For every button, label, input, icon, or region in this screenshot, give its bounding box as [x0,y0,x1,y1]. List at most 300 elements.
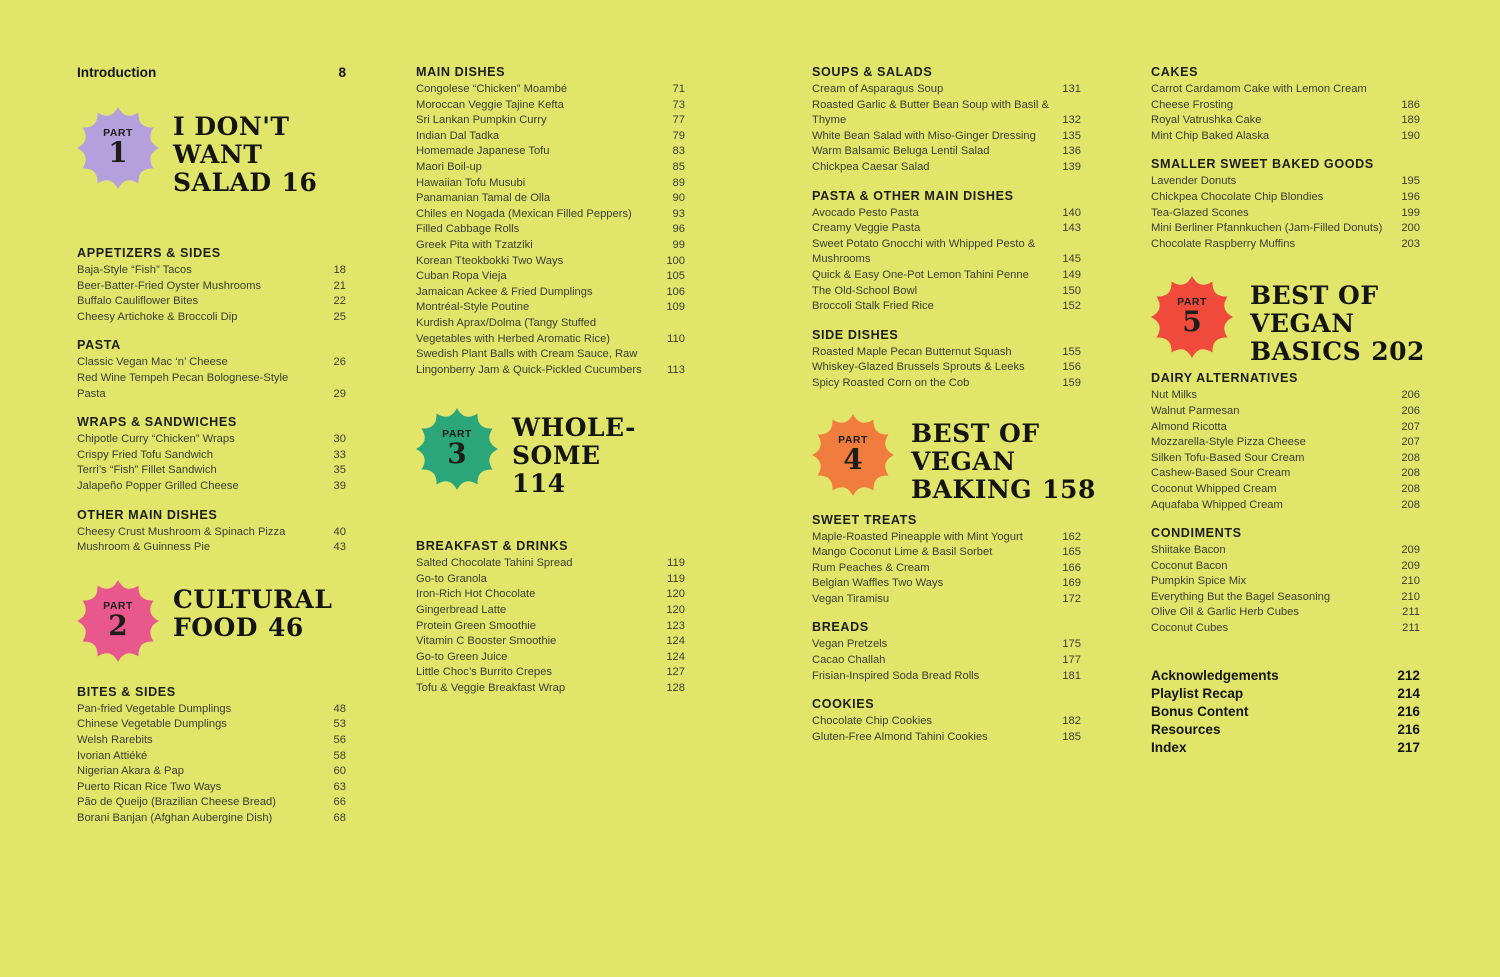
back-matter [1151,667,1420,758]
part-5-heading [1151,276,1425,367]
entry-title: Pumpkin Spice Mix [1151,575,1247,588]
toc-entry[interactable] [77,717,346,733]
toc-entry[interactable] [812,669,1081,685]
entry-title: Sweet Potato Gnocchi with Whipped Pesto & Mushrooms [812,237,1036,266]
part-4-badge [812,414,894,496]
toc-entry[interactable] [77,525,346,541]
part-number: 3 [447,437,467,471]
toc-entry[interactable] [77,279,346,295]
toc-entry[interactable] [812,714,1081,730]
entry-page: 33 [333,448,346,461]
entry-page: 211 [1402,622,1420,635]
part-5-page: 202 [1371,337,1425,367]
toc-entry[interactable] [1151,435,1420,451]
toc-entry[interactable] [77,263,346,279]
entry-title: Coconut Bacon [1151,559,1228,572]
entry-page: 120 [666,588,685,601]
section-bites [77,684,346,827]
toc-entry[interactable] [812,206,1081,222]
part-label: PART [838,433,868,446]
section-heading: DAIRY ALTERNATIVES [1151,371,1299,386]
entry-page: 190 [1401,129,1420,142]
section-heading: BREAKFAST & DRINKS [416,539,569,554]
toc-entry[interactable] [1151,466,1420,482]
toc-entry[interactable] [416,665,685,681]
part-4-heading [812,414,1096,504]
entry-page: 210 [1401,590,1420,603]
entry-title: Mango Coconut Lime & Basil Sorbet [812,546,993,559]
entry-title: Hawaiian Tofu Musubi [416,176,526,189]
entry-title: Whiskey-Glazed Brussels Sprouts & Leeks [812,361,1025,374]
toc-entry[interactable] [812,160,1081,176]
intro-page: 8 [338,65,346,80]
entry-page: 60 [333,765,346,778]
section-heading: OTHER MAIN DISHES [77,507,218,522]
toc-entry[interactable] [416,300,685,316]
toc-entry[interactable] [1151,543,1420,559]
entry-title: Protein Green Smoothie [416,619,537,632]
part-2-page: 46 [267,612,304,642]
toc-entry[interactable] [416,556,685,572]
entry-page: 139 [1062,160,1081,173]
entry-title: Royal Vatrushka Cake [1151,114,1262,127]
entry-page: 119 [667,557,685,570]
intro-entry [77,64,346,81]
section-soups [812,64,1081,176]
toc-entry[interactable] [77,733,346,749]
toc-entry[interactable] [416,269,685,285]
toc-entry[interactable] [812,592,1081,608]
toc-entry[interactable] [77,479,346,495]
toc-entry[interactable] [812,129,1081,145]
entry-title: Walnut Parmesan [1151,404,1240,417]
entry-title: Welsh Rarebits [77,733,153,746]
entry-title: Mushroom & Guinness Pie [77,541,211,554]
entry-title: Chocolate Chip Cookies [812,715,933,728]
entry-title: Acknowledgements [1151,667,1279,683]
entry-title: Mozzarella-Style Pizza Cheese [1151,436,1306,449]
entry-page: 208 [1401,467,1420,480]
intro-title: Introduction [77,65,157,80]
entry-title: Silken Tofu-Based Sour Cream [1151,451,1305,464]
toc-entry[interactable] [416,82,685,98]
toc-entry[interactable] [416,619,685,635]
entry-title: Aquafaba Whipped Cream [1151,498,1283,511]
entry-page: 105 [666,270,685,283]
entry-title: Frisian-Inspired Soda Bread Rolls [812,669,980,682]
toc-entry[interactable] [1151,82,1420,113]
entry-title: Jalapeño Popper Grilled Cheese [77,479,239,492]
entry-title: Rum Peaches & Cream [812,561,930,574]
entry-page: 175 [1062,638,1081,651]
entry-title: Beer-Batter-Fried Oyster Mushrooms [77,279,262,292]
toc-entry[interactable] [416,650,685,666]
toc-entry[interactable] [1151,559,1420,575]
entry-page: 85 [672,160,685,173]
entry-title: Carrot Cardamom Cake with Lemon Cream Cheese Frosting [1151,83,1367,111]
entry-title: Mint Chip Baked Alaska [1151,129,1270,142]
entry-title: Roasted Maple Pecan Butternut Squash [812,345,1012,358]
entry-title: Indian Dal Tadka [416,129,500,142]
back-matter-entry[interactable] [1151,739,1420,757]
entry-title: Jamaican Ackee & Fried Dumplings [416,285,593,298]
part-number: 1 [108,136,128,169]
part-number: 5 [1182,305,1202,339]
entry-page: 77 [672,114,685,127]
entry-page: 172 [1062,592,1081,605]
section-other-main [77,507,346,556]
toc-entry[interactable] [77,749,346,765]
toc-entry[interactable] [1151,174,1420,190]
toc-entry[interactable] [77,702,346,718]
entry-page: 96 [672,223,685,236]
toc-entry[interactable] [812,98,1081,129]
toc-entry[interactable] [416,207,685,223]
toc-entry[interactable] [77,811,346,827]
toc-entry[interactable] [77,310,346,326]
toc-entry[interactable] [812,360,1081,376]
entry-title: Playlist Recap [1151,685,1244,701]
entry-page: 206 [1401,389,1420,402]
toc-entry[interactable] [812,237,1081,268]
section-side-dishes [812,327,1081,392]
toc-entry[interactable] [416,316,685,347]
section-sweet-treats [812,512,1081,608]
entry-title: Everything But the Bagel Seasoning [1151,590,1331,603]
entry-page: 209 [1401,559,1420,572]
entry-page: 185 [1062,730,1081,743]
toc-entry[interactable] [77,355,346,371]
entry-page: 136 [1062,145,1081,158]
entry-title: Shiitake Bacon [1151,544,1226,557]
toc-entry[interactable] [416,129,685,145]
toc-entry[interactable] [1151,498,1420,514]
entry-title: Greek Pita with Tzatziki [416,238,533,251]
toc-entry[interactable] [77,463,346,479]
toc-entry[interactable] [416,587,685,603]
toc-entry[interactable] [77,294,346,310]
toc-entry[interactable] [77,448,346,464]
section-pasta-main [812,188,1081,315]
section-heading: SMALLER SWEET BAKED GOODS [1151,157,1374,172]
entry-page: 66 [333,796,346,809]
entry-title: Crispy Fried Tofu Sandwich [77,448,213,461]
section-heading: PASTA [77,338,121,353]
entry-title: Montréal-Style Poutine [416,301,530,314]
entry-page: 186 [1401,98,1420,111]
toc-entry[interactable] [1151,451,1420,467]
section-heading: COOKIES [812,697,875,712]
entry-page: 150 [1062,284,1081,297]
entry-title: Tea-Glazed Scones [1151,206,1249,219]
entry-title: Filled Cabbage Rolls [416,223,520,236]
entry-title: Korean Tteokbokki Two Ways [416,254,564,267]
entry-page: 208 [1401,482,1420,495]
entry-title: Coconut Whipped Cream [1151,482,1277,495]
toc-entry[interactable] [416,238,685,254]
toc-column-2 [416,64,685,697]
toc-entry[interactable] [416,634,685,650]
entry-page: 18 [333,264,346,276]
toc-entry[interactable] [77,432,346,448]
toc-entry[interactable] [1151,574,1420,590]
entry-title: Roasted Garlic & Butter Bean Soup with Basil & Thyme [812,98,1049,127]
section-heading: SOUPS & SALADS [812,65,933,79]
entry-title: Gluten-Free Almond Tahini Cookies [812,730,988,743]
entry-title: Chipotle Curry “Chicken” Wraps [77,433,235,446]
toc-entry[interactable] [416,603,685,619]
toc-entry[interactable] [812,299,1081,315]
section-heading: SIDE DISHES [812,327,899,342]
toc-entry[interactable] [416,160,685,176]
entry-page: 56 [333,733,346,746]
entry-page: 143 [1062,222,1081,235]
toc-entry[interactable] [812,637,1081,653]
entry-page: 203 [1401,237,1420,250]
toc-entry[interactable] [416,347,685,378]
entry-title: Lavender Donuts [1151,175,1237,188]
entry-page: 152 [1062,300,1081,313]
part-4-page: 158 [1042,474,1096,504]
entry-page: 71 [672,83,685,95]
toc-entry[interactable] [1151,420,1420,436]
toc-entry[interactable] [812,345,1081,361]
toc-column-4 [1151,64,1425,758]
toc-entry[interactable] [1151,206,1420,222]
toc-entry[interactable] [1151,237,1420,253]
toc-entry[interactable] [812,221,1081,237]
entry-title: Red Wine Tempeh Pecan Bolognese-Style Pasta [77,371,289,400]
toc-entry[interactable] [416,681,685,697]
entry-title: Coconut Cubes [1151,622,1229,635]
entry-page: 216 [1397,722,1420,738]
toc-entry[interactable] [1151,221,1420,237]
entry-page: 217 [1397,740,1420,756]
entry-page: 124 [666,635,685,648]
toc-entry[interactable] [416,222,685,238]
toc-entry[interactable] [1151,388,1420,404]
entry-title: Iron-Rich Hot Chocolate [416,588,536,601]
entry-page: 30 [333,433,346,446]
entry-title: Chickpea Caesar Salad [812,160,930,173]
toc-entry[interactable] [1151,605,1420,621]
entry-page: 132 [1062,114,1081,127]
toc-entry[interactable] [416,191,685,207]
toc-entry[interactable] [812,545,1081,561]
entry-page: 211 [1402,606,1420,619]
toc-entry[interactable] [1151,129,1420,145]
entry-title: Puerto Rican Rice Two Ways [77,780,222,793]
toc-entry[interactable] [77,540,346,556]
entry-page: 90 [672,192,685,205]
part-3-title: WHOLE- SOME 114 [512,413,636,499]
part-5-title: BEST OF VEGAN BASICS 202 [1250,281,1425,367]
section-breads [812,619,1081,684]
entry-page: 177 [1062,654,1081,667]
toc-entry[interactable] [77,764,346,780]
entry-page: 21 [333,279,346,292]
toc-entry[interactable] [812,284,1081,300]
toc-entry[interactable] [1151,621,1420,637]
toc-entry[interactable] [416,254,685,270]
entry-title: Cheesy Crust Mushroom & Spinach Pizza [77,525,286,538]
entry-title: Pan-fried Vegetable Dumplings [77,702,232,715]
toc-entry[interactable] [812,82,1081,98]
entry-page: 43 [333,541,346,554]
toc-entry[interactable] [416,113,685,129]
entry-title: Cream of Asparagus Soup [812,83,944,95]
entry-page: 162 [1062,530,1081,543]
part-5-badge [1151,276,1233,358]
entry-page: 210 [1401,575,1420,588]
entry-page: 124 [666,650,685,663]
toc-entry[interactable] [416,144,685,160]
entry-page: 169 [1062,577,1081,590]
entry-page: 79 [672,129,685,142]
section-heading: BREADS [812,620,869,635]
back-matter-entry[interactable] [1151,685,1420,703]
entry-page: 209 [1401,544,1420,557]
part-number: 2 [108,608,128,642]
toc-entry[interactable] [77,795,346,811]
section-smaller-sweet [1151,156,1420,252]
toc-entry[interactable] [812,268,1081,284]
entry-title: Chocolate Raspberry Muffins [1151,237,1296,250]
entry-title: Belgian Waffles Two Ways [812,577,944,590]
part-3-badge [416,408,498,490]
entry-title: Congolese “Chicken” Moambé [416,83,568,95]
entry-title: Borani Banjan (Afghan Aubergine Dish) [77,811,273,824]
toc-entry[interactable] [812,730,1081,746]
entry-title: Index [1151,740,1187,756]
toc-entry[interactable] [1151,190,1420,206]
entry-page: 68 [333,811,346,824]
entry-title: Cashew-Based Sour Cream [1151,467,1291,480]
entry-page: 199 [1401,206,1420,219]
entry-title: Baja-Style “Fish” Tacos [77,264,192,276]
toc-entry[interactable] [812,653,1081,669]
section-cakes [1151,64,1420,144]
part-1-heading [77,107,346,197]
entry-title: Gingerbread Latte [416,604,507,617]
entry-page: 113 [667,363,685,376]
entry-page: 35 [333,464,346,477]
section-breakfast [416,538,685,696]
entry-title: Bonus Content [1151,704,1249,720]
entry-title: Warm Balsamic Beluga Lentil Salad [812,145,990,158]
entry-title: Pão de Queijo (Brazilian Cheese Bread) [77,796,276,809]
entry-page: 135 [1062,129,1081,142]
toc-entry[interactable] [812,576,1081,592]
entry-title: Homemade Japanese Tofu [416,145,550,158]
toc-entry[interactable] [812,530,1081,546]
entry-page: 159 [1062,376,1081,389]
entry-page: 207 [1401,436,1420,449]
back-matter-entry[interactable] [1151,667,1420,685]
entry-title: Almond Ricotta [1151,420,1227,433]
back-matter-entry[interactable] [1151,703,1420,721]
section-heading: SWEET TREATS [812,512,917,527]
part-3-heading [416,408,685,499]
entry-page: 156 [1062,361,1081,374]
back-matter-entry[interactable] [1151,721,1420,739]
entry-title: White Bean Salad with Miso-Ginger Dressing [812,129,1036,142]
section-heading: PASTA & OTHER MAIN DISHES [812,188,1014,203]
toc-entry[interactable] [416,176,685,192]
toc-entry[interactable] [812,561,1081,577]
toc-entry[interactable] [1151,113,1420,129]
entry-title: Maple-Roasted Pineapple with Mint Yogurt [812,530,1023,543]
entry-title: Vitamin C Booster Smoothie [416,635,557,648]
section-dairy [1151,370,1420,513]
entry-page: 100 [666,254,685,267]
entry-page: 128 [666,682,685,695]
toc-entry[interactable] [77,780,346,796]
toc-entry[interactable] [1151,590,1420,606]
part-4-title: BEST OF VEGAN BAKING 158 [911,418,1096,504]
entry-title: Tofu & Veggie Breakfast Wrap [416,682,566,695]
toc-entry[interactable] [1151,404,1420,420]
toc-column-3 [812,64,1096,745]
section-pasta [77,337,346,402]
entry-page: 39 [333,479,346,492]
toc-entry[interactable] [812,144,1081,160]
section-cookies [812,696,1081,745]
entry-page: 106 [666,285,685,298]
part-2-badge [77,580,159,662]
entry-page: 189 [1401,114,1420,127]
part-1-badge [77,107,159,189]
entry-page: 165 [1062,546,1081,559]
entry-page: 208 [1401,451,1420,464]
toc-entry[interactable] [1151,482,1420,498]
part-label: PART [1177,296,1207,309]
entry-page: 63 [333,780,346,793]
toc-entry[interactable] [416,285,685,301]
part-label: PART [103,127,133,139]
entry-page: 123 [666,619,685,632]
entry-page: 29 [333,387,346,400]
section-appetizers [77,245,346,325]
toc-entry[interactable] [812,376,1081,392]
entry-page: 93 [672,207,685,220]
entry-page: 207 [1401,420,1420,433]
section-condiments [1151,525,1420,637]
entry-title: Swedish Plant Balls with Cream Sauce, Raw Lingonberry Jam & Quick-Pickled Cucumbers [416,348,642,376]
part-label: PART [442,428,472,441]
entry-title: Classic Vegan Mac ‘n’ Cheese [77,356,228,369]
entry-title: Salted Chocolate Tahini Spread [416,557,573,570]
entry-page: 83 [672,145,685,158]
entry-title: Resources [1151,722,1221,738]
section-heading: CONDIMENTS [1151,526,1242,541]
entry-page: 89 [672,176,685,189]
entry-page: 73 [672,98,685,111]
toc-entry[interactable] [416,572,685,588]
section-main-dishes [416,64,685,378]
toc-entry[interactable] [77,371,346,402]
entry-title: Spicy Roasted Corn on the Cob [812,376,970,389]
entry-title: Mini Berliner Pfannkuchen (Jam-Filled Donuts) [1151,222,1383,235]
part-number: 4 [843,442,863,476]
entry-page: 140 [1062,206,1081,219]
entry-page: 119 [667,572,685,585]
entry-title: Cuban Ropa Vieja [416,270,507,283]
entry-title: Maori Boil-up [416,160,482,173]
entry-page: 48 [333,702,346,715]
toc-entry[interactable] [416,98,685,114]
section-heading: CAKES [1151,65,1199,79]
